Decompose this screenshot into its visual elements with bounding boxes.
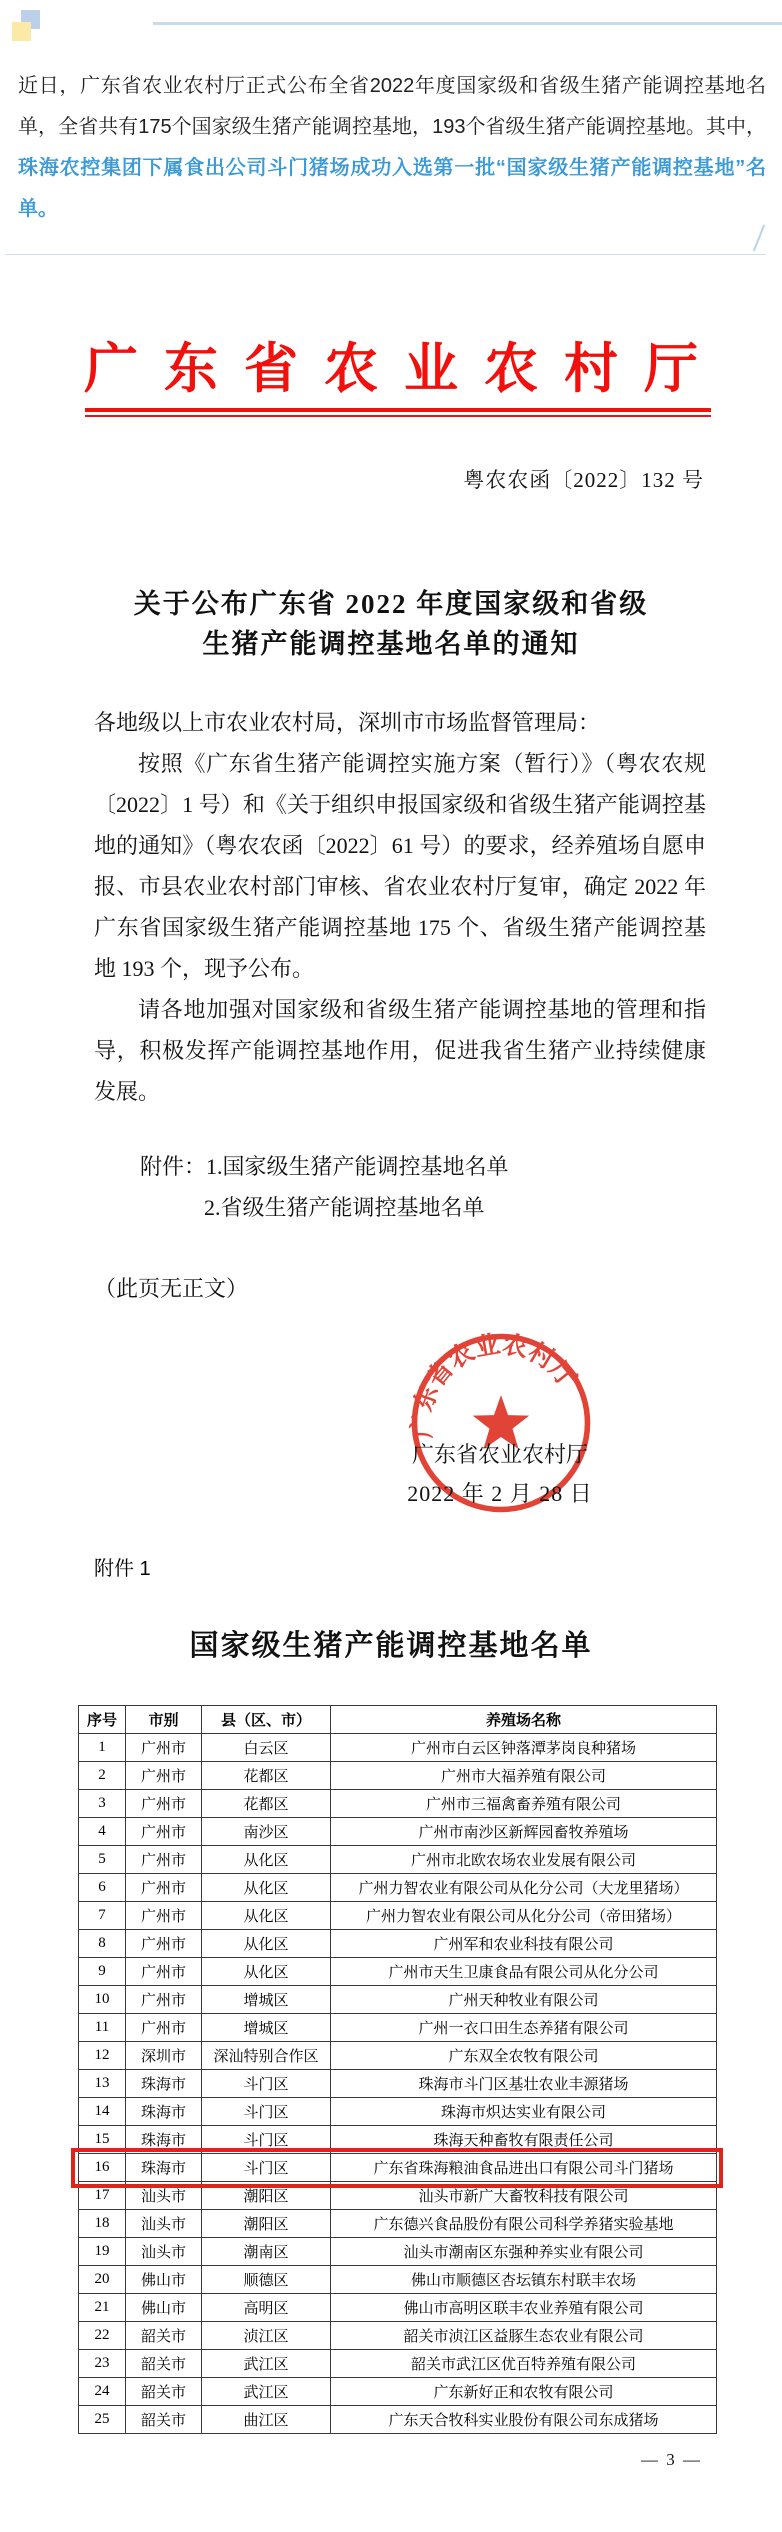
- annex-label: 附件 1: [94, 1558, 151, 1580]
- table-cell: 16: [79, 2154, 126, 2182]
- table-cell: 23: [79, 2350, 126, 2378]
- table-cell: 广州市南沙区新辉园畜牧养殖场: [331, 1818, 717, 1846]
- table-cell: 珠海市斗门区基壮农业丰源猪场: [331, 2070, 717, 2098]
- letterhead-agency-title: 广东省农业农村厅: [84, 339, 724, 399]
- table-cell: 曲江区: [202, 2406, 331, 2434]
- table-cell: 10: [79, 1986, 126, 2014]
- table-cell: 广东天合牧科实业股份有限公司东成猪场: [331, 2406, 717, 2434]
- page-number: — 3 —: [641, 2450, 702, 2469]
- table-cell: 韶关市武江区优百特养殖有限公司: [331, 2350, 717, 2378]
- table-cell: 潮阳区: [202, 2210, 331, 2238]
- table-cell: 武江区: [202, 2378, 331, 2406]
- table-cell: 广州市天生卫康食品有限公司从化分公司: [331, 1958, 717, 1986]
- table-row: [79, 1930, 717, 1958]
- table-row: [79, 1986, 717, 2014]
- document-number: 粤农农函〔2022〕132 号: [463, 468, 704, 492]
- table-cell: 珠海市: [126, 2070, 202, 2098]
- table-cell: 7: [79, 1902, 126, 1930]
- table-row: [79, 2350, 717, 2378]
- table-cell: 22: [79, 2322, 126, 2350]
- table-row: [79, 1734, 717, 1762]
- section-divider: [5, 254, 766, 255]
- table-cell: 广州市: [126, 1958, 202, 1986]
- table-row: [79, 1762, 717, 1790]
- table-cell: 斗门区: [202, 2154, 331, 2182]
- table-cell: 韶关市浈江区益豚生态农业有限公司: [331, 2322, 717, 2350]
- table-row: [79, 2378, 717, 2406]
- table-cell: 11: [79, 2014, 126, 2042]
- base-table: [78, 1705, 717, 2434]
- table-cell: 汕头市: [126, 2238, 202, 2266]
- table-cell: 白云区: [202, 1734, 331, 1762]
- header-city: 市别: [126, 1706, 202, 1734]
- table-row: [79, 2322, 717, 2350]
- table-row: [79, 1846, 717, 1874]
- table-cell: 17: [79, 2182, 126, 2210]
- table-row: [79, 1874, 717, 1902]
- table-cell: 潮阳区: [202, 2182, 331, 2210]
- attachment-list: [140, 1146, 700, 1228]
- table-cell: 汕头市新广大畜牧科技有限公司: [331, 2182, 717, 2210]
- table-row: [79, 2154, 717, 2182]
- base-table-wrap: [78, 1705, 718, 2434]
- table-cell: 4: [79, 1818, 126, 1846]
- table-cell: 汕头市潮南区东强种养实业有限公司: [331, 2238, 717, 2266]
- table-cell: 广州市: [126, 2014, 202, 2042]
- table-cell: 20: [79, 2266, 126, 2294]
- table-cell: 广东省珠海粮油食品进出口有限公司斗门猪场: [331, 2154, 717, 2182]
- table-cell: 从化区: [202, 1846, 331, 1874]
- table-row: [79, 2042, 717, 2070]
- table-title: 国家级生猪产能调控基地名单: [189, 1630, 593, 1662]
- decor-yellow-square: [12, 22, 31, 41]
- table-cell: 佛山市顺德区杏坛镇东村联丰农场: [331, 2266, 717, 2294]
- table-cell: 21: [79, 2294, 126, 2322]
- table-cell: 3: [79, 1790, 126, 1818]
- table-cell: 顺德区: [202, 2266, 331, 2294]
- table-cell: 15: [79, 2126, 126, 2154]
- header-county: 县（区、市）: [202, 1706, 331, 1734]
- seal-arc-text: 广东省农业农村厅: [409, 1331, 581, 1439]
- table-cell: 汕头市: [126, 2182, 202, 2210]
- table-cell: 高明区: [202, 2294, 331, 2322]
- table-cell: 从化区: [202, 1930, 331, 1958]
- table-cell: 19: [79, 2238, 126, 2266]
- table-row: [79, 2266, 717, 2294]
- table-cell: 广州力智农业有限公司从化分公司（帝田猪场）: [331, 1902, 717, 1930]
- table-cell: 珠海天种畜牧有限责任公司: [331, 2126, 717, 2154]
- decor-top-line: [153, 22, 782, 25]
- body-paragraph-1: 按照《广东省生猪产能调控实施方案（暂行）》（粤农农规〔2022〕1 号）和《关于组织申报国家级和省级生猪产能调控基地的通知》（粤农农函〔2022〕61 号）的要求，经养殖场自愿申报、市县农业农村部门审核、省农业农村厅复审，确定 2022 年广东省国家级生猪产能调控基地 175 个、省级生猪产能调控基地 193 个，现予公布。: [94, 751, 706, 981]
- table-cell: 武江区: [202, 2350, 331, 2378]
- table-cell: 浈江区: [202, 2322, 331, 2350]
- table-cell: 韶关市: [126, 2378, 202, 2406]
- table-cell: 花都区: [202, 1762, 331, 1790]
- table-cell: 珠海市: [126, 2154, 202, 2182]
- table-cell: 从化区: [202, 1958, 331, 1986]
- table-row: [79, 1790, 717, 1818]
- table-cell: 广州市: [126, 1846, 202, 1874]
- table-cell: 18: [79, 2210, 126, 2238]
- table-cell: 佛山市: [126, 2294, 202, 2322]
- table-cell: 广东双全农牧有限公司: [331, 2042, 717, 2070]
- table-cell: 广州市大福养殖有限公司: [331, 1762, 717, 1790]
- table-cell: 13: [79, 2070, 126, 2098]
- table-cell: 斗门区: [202, 2126, 331, 2154]
- table-cell: 珠海市: [126, 2098, 202, 2126]
- table-row: [79, 2014, 717, 2042]
- signature-date: 2022 年 2 月 28 日: [407, 1481, 593, 1506]
- table-row: [79, 2182, 717, 2210]
- table-cell: 广州一衣口田生态养猪有限公司: [331, 2014, 717, 2042]
- table-cell: 广州市: [126, 1734, 202, 1762]
- table-row: [79, 2126, 717, 2154]
- attachment-line-1: 附件：1.国家级生猪产能调控基地名单: [140, 1154, 509, 1179]
- no-text-note: （此页无正文）: [94, 1276, 249, 1301]
- table-cell: 24: [79, 2378, 126, 2406]
- table-cell: 广州市: [126, 1818, 202, 1846]
- table-cell: 广东新好正和农牧有限公司: [331, 2378, 717, 2406]
- table-cell: 珠海市炽达实业有限公司: [331, 2098, 717, 2126]
- table-cell: 广州天种牧业有限公司: [331, 1986, 717, 2014]
- table-cell: 广州力智农业有限公司从化分公司（大龙里猪场）: [331, 1874, 717, 1902]
- salutation: 各地级以上市农业农村局，深圳市市场监督管理局：: [94, 710, 601, 735]
- table-cell: 14: [79, 2098, 126, 2126]
- table-cell: 斗门区: [202, 2098, 331, 2126]
- table-cell: 2: [79, 1762, 126, 1790]
- table-cell: 深圳市: [126, 2042, 202, 2070]
- table-cell: 深汕特别合作区: [202, 2042, 331, 2070]
- table-cell: 韶关市: [126, 2406, 202, 2434]
- table-cell: 广州市: [126, 1790, 202, 1818]
- intro-text-black: 近日，广东省农业农村厅正式公布全省2022年度国家级和省级生猪产能调控基地名单，全省共有175个国家级生猪产能调控基地，193个省级生猪产能调控基地。其中，: [18, 75, 766, 138]
- table-cell: 韶关市: [126, 2322, 202, 2350]
- table-row: [79, 1818, 717, 1846]
- signature-agency: 广东省农业农村厅: [411, 1442, 588, 1467]
- table-cell: 广州市: [126, 1874, 202, 1902]
- table-cell: 佛山市: [126, 2266, 202, 2294]
- notice-body: [94, 702, 706, 1112]
- intro-text-highlight: 珠海农控集团下属食出公司斗门猪场成功入选第一批“国家级生猪产能调控基地”名单。: [18, 157, 766, 220]
- table-cell: 南沙区: [202, 1818, 331, 1846]
- body-paragraph-2: 请各地加强对国家级和省级生猪产能调控基地的管理和指导，积极发挥产能调控基地作用，促进我省生猪产业持续健康发展。: [94, 997, 706, 1104]
- table-cell: 佛山市高明区联丰农业养殖有限公司: [331, 2294, 717, 2322]
- table-cell: 25: [79, 2406, 126, 2434]
- table-cell: 珠海市: [126, 2126, 202, 2154]
- table-cell: 广州市北欧农场农业发展有限公司: [331, 1846, 717, 1874]
- notice-title-line2: 生猪产能调控基地名单的通知: [202, 629, 580, 659]
- table-cell: 12: [79, 2042, 126, 2070]
- table-cell: 增城区: [202, 1986, 331, 2014]
- table-cell: 广州市: [126, 1762, 202, 1790]
- table-cell: 潮南区: [202, 2238, 331, 2266]
- table-row: [79, 2070, 717, 2098]
- table-row: [79, 2098, 717, 2126]
- table-header-row: [79, 1706, 717, 1734]
- table-cell: 从化区: [202, 1902, 331, 1930]
- table-cell: 广州市白云区钟落潭茅岗良种猪场: [331, 1734, 717, 1762]
- header-seq: 序号: [79, 1706, 126, 1734]
- table-cell: 广州市三福禽畜养殖有限公司: [331, 1790, 717, 1818]
- table-row: [79, 1902, 717, 1930]
- table-cell: 广州市: [126, 1902, 202, 1930]
- table-cell: 增城区: [202, 2014, 331, 2042]
- table-cell: 8: [79, 1930, 126, 1958]
- notice-title-line1: 关于公布广东省 2022 年度国家级和省级: [133, 589, 649, 619]
- table-cell: 花都区: [202, 1790, 331, 1818]
- table-cell: 1: [79, 1734, 126, 1762]
- notice-title: [0, 584, 782, 664]
- table-cell: 广东德兴食品股份有限公司科学养猪实验基地: [331, 2210, 717, 2238]
- letterhead-red-rule: [85, 408, 711, 417]
- table-row: [79, 2210, 717, 2238]
- table-cell: 广州军和农业科技有限公司: [331, 1930, 717, 1958]
- table-cell: 韶关市: [126, 2350, 202, 2378]
- table-cell: 广州市: [126, 1930, 202, 1958]
- table-cell: 5: [79, 1846, 126, 1874]
- intro-paragraph: [18, 66, 766, 230]
- table-row: [79, 1958, 717, 1986]
- header-farm: 养殖场名称: [331, 1706, 717, 1734]
- table-row: [79, 2294, 717, 2322]
- table-cell: 广州市: [126, 1986, 202, 2014]
- table-cell: 9: [79, 1958, 126, 1986]
- table-row: [79, 2406, 717, 2434]
- table-cell: 汕头市: [126, 2210, 202, 2238]
- table-row: [79, 2238, 717, 2266]
- table-cell: 6: [79, 1874, 126, 1902]
- table-cell: 从化区: [202, 1874, 331, 1902]
- attachment-line-2: 2.省级生猪产能调控基地名单: [204, 1195, 485, 1220]
- table-cell: 斗门区: [202, 2070, 331, 2098]
